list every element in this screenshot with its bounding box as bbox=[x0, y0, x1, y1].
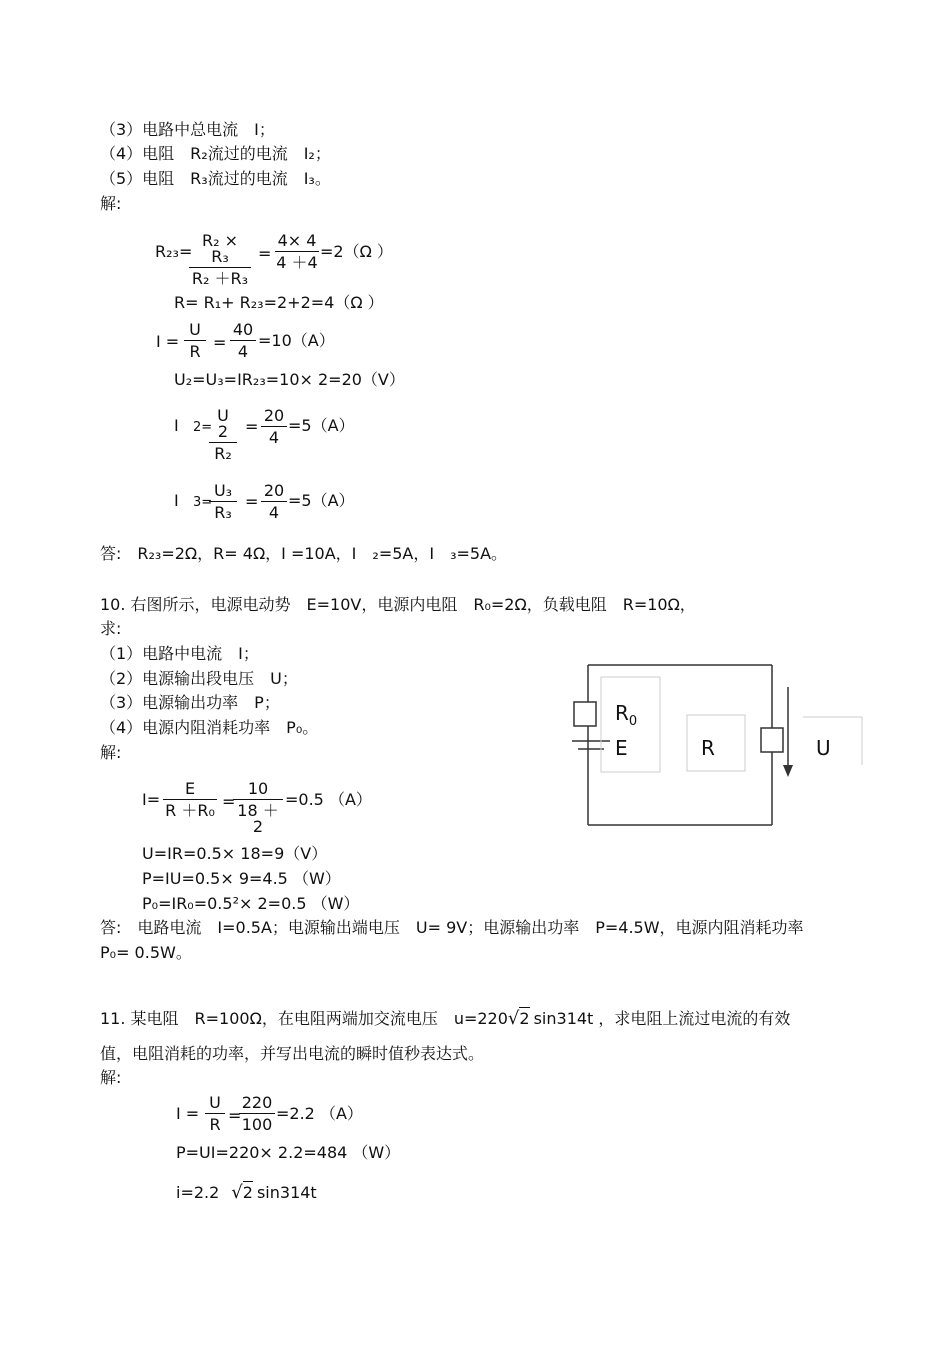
q11-jie: 解: bbox=[100, 1068, 122, 1087]
q11-inst-sqrt-arg: 2 bbox=[242, 1183, 253, 1202]
q10-i-fraction-1 bbox=[163, 781, 217, 819]
q10-i-result: =0.5 （A） bbox=[285, 790, 372, 809]
load-label-box bbox=[687, 715, 745, 771]
q9-i3-eq: = bbox=[245, 492, 259, 511]
q11-i-den2: 100 bbox=[241, 1115, 273, 1134]
q9-i-eq: = bbox=[213, 333, 227, 352]
q11-inst-a: i=2.2 bbox=[176, 1183, 220, 1202]
q9-r23-fraction-2 bbox=[275, 233, 319, 271]
q9-r23-f2-num: 4× 4 bbox=[277, 231, 317, 250]
q11-inst-b: sin314t bbox=[256, 1183, 317, 1202]
q10-p-line: P=IU=0.5× 9=4.5 （W） bbox=[142, 869, 341, 888]
q10-i-fraction-2 bbox=[233, 781, 283, 835]
q9-i2-lhs: I bbox=[174, 416, 179, 435]
voltage-arrow-head bbox=[783, 765, 793, 777]
r0-resistor-symbol bbox=[574, 702, 596, 726]
q9-i3-sub: 3= bbox=[193, 495, 213, 510]
q9-i3-den2: 4 bbox=[268, 503, 280, 522]
q10-i-num2: 10 bbox=[247, 779, 269, 798]
q9-r23-f2-den: 4 ＋4 bbox=[276, 253, 318, 272]
q9-i2-fraction-1 bbox=[209, 408, 237, 462]
q11-i-result: =2.2 （A） bbox=[276, 1104, 363, 1123]
q11-i-fraction-1 bbox=[205, 1095, 225, 1133]
q11-stem-line-2: 值，电阻消耗的功率，并写出电流的瞬时值秒表达式。 bbox=[100, 1044, 485, 1063]
circuit-diagram bbox=[560, 655, 870, 835]
sqrt-sign: √ bbox=[231, 1182, 243, 1203]
q9-i2-result: =5（A） bbox=[288, 416, 355, 435]
q9-answer: 答: R₂₃=2Ω，R= 4Ω，I =10A，I ₂=5A，I ₃=5A。 bbox=[100, 544, 508, 563]
q9-i-result: =10（A） bbox=[258, 331, 335, 350]
q10-p0-line: P₀=IR₀=0.5²× 2=0.5 （W） bbox=[142, 894, 360, 913]
q9-i-num: U bbox=[189, 320, 201, 339]
q10-i-den2: 18 ＋2 bbox=[237, 801, 279, 836]
q11-i-num: U bbox=[209, 1093, 221, 1112]
q9-item-3: （3）电路中总电流 I； bbox=[100, 120, 275, 139]
q9-r23-f1-num: R₂ × R₃ bbox=[201, 231, 239, 266]
q9-i2-sub: 2= bbox=[193, 420, 213, 435]
q10-jie: 解: bbox=[100, 743, 122, 762]
q10-answer-line-1: 答: 电路电流 I=0.5A；电源输出端电压 U= 9V；电源输出功率 P=4.5W，电源内阻消耗功率 bbox=[100, 918, 804, 937]
q9-i-lhs: I = bbox=[156, 332, 180, 351]
q9-i-den2: 4 bbox=[237, 342, 249, 361]
q10-item-2: （2）电源输出段电压 U； bbox=[100, 669, 298, 688]
q9-i2-num: U 2 bbox=[217, 406, 229, 441]
q9-i-fraction-1 bbox=[184, 322, 206, 360]
q11-stem-b: sin314t ，求电阻上流过电流的有效 bbox=[533, 1009, 791, 1028]
q9-r23-lhs: R₂₃= bbox=[155, 242, 193, 261]
u-label: U bbox=[816, 736, 831, 760]
q9-i2-fraction-2 bbox=[261, 408, 287, 446]
q9-i2-num2: 20 bbox=[263, 406, 285, 425]
load-resistor-symbol bbox=[761, 728, 783, 752]
q10-answer-line-2: P₀= 0.5W。 bbox=[100, 943, 192, 962]
q10-i-den: R ＋R₀ bbox=[165, 801, 215, 820]
q11-sqrt-arg: 2 bbox=[519, 1009, 530, 1028]
q9-r23-f1-den: R₂ ＋R₃ bbox=[191, 269, 249, 288]
q11-i-num2: 220 bbox=[241, 1093, 273, 1112]
q11-instant-line bbox=[176, 1184, 317, 1202]
q11-stem-a: 11. 某电阻 R=100Ω，在电阻两端加交流电压 u=220 bbox=[100, 1009, 508, 1028]
q9-i3-num: U₃ bbox=[213, 481, 233, 500]
q11-p-line: P=UI=220× 2.2=484 （W） bbox=[176, 1143, 401, 1162]
q11-i-fraction-2 bbox=[239, 1095, 275, 1133]
q9-i3-num2: 20 bbox=[263, 481, 285, 500]
q9-i3-den: R₃ bbox=[214, 503, 232, 522]
q10-qiu: 求: bbox=[100, 619, 122, 638]
q9-item-5: （5）电阻 R₃流过的电流 I₃。 bbox=[100, 169, 331, 188]
q11-stem-line-1 bbox=[100, 1010, 790, 1028]
q9-u-line: U₂=U₃=IR₂₃=10× 2=20（V） bbox=[174, 370, 405, 389]
q9-i3-fraction-2 bbox=[261, 483, 287, 521]
q11-i-eq: = bbox=[228, 1106, 242, 1125]
q10-item-1: （1）电路中电流 I； bbox=[100, 644, 259, 663]
q9-i3-result: =5（A） bbox=[288, 491, 355, 510]
q9-i2-den: R₂ bbox=[214, 444, 232, 463]
q9-i-fraction-2 bbox=[230, 322, 256, 360]
e-label: E bbox=[615, 736, 628, 760]
q11-i-den: R bbox=[209, 1115, 221, 1134]
q9-i2-den2: 4 bbox=[268, 428, 280, 447]
q9-i3-fraction-1 bbox=[209, 483, 237, 521]
q10-i-num: E bbox=[184, 779, 196, 798]
q9-r23-eq: = bbox=[258, 244, 272, 263]
q9-r23-fraction-1 bbox=[189, 233, 251, 287]
q9-i-den: R bbox=[189, 342, 201, 361]
q9-r-line: R= R₁+ R₂₃=2+2=4（Ω ） bbox=[174, 293, 384, 312]
q10-item-3: （3）电源输出功率 P； bbox=[100, 693, 280, 712]
q9-i2-eq: = bbox=[245, 417, 259, 436]
q9-r23-result: =2（Ω ） bbox=[320, 242, 393, 261]
q10-u-line: U=IR=0.5× 18=9（V） bbox=[142, 844, 328, 863]
q10-i-eq: = bbox=[222, 792, 236, 811]
q10-stem: 10. 右图所示，电源电动势 E=10V，电源内电阻 R₀=2Ω，负载电阻 R=10Ω， bbox=[100, 595, 696, 614]
r-label: R bbox=[701, 736, 715, 760]
q9-item-4: （4）电阻 R₂流过的电流 I₂； bbox=[100, 144, 331, 163]
q11-i-lhs: I = bbox=[176, 1104, 200, 1123]
q9-i-num2: 40 bbox=[232, 320, 254, 339]
r0-label: $R_0$ bbox=[615, 701, 638, 729]
q9-jie: 解: bbox=[100, 194, 122, 213]
sqrt-sign: √ bbox=[507, 1008, 520, 1029]
q10-item-4: （4）电源内阻消耗功率 P₀。 bbox=[100, 718, 319, 737]
q10-i-lhs: I= bbox=[142, 790, 161, 809]
q9-i3-lhs: I bbox=[174, 491, 179, 510]
